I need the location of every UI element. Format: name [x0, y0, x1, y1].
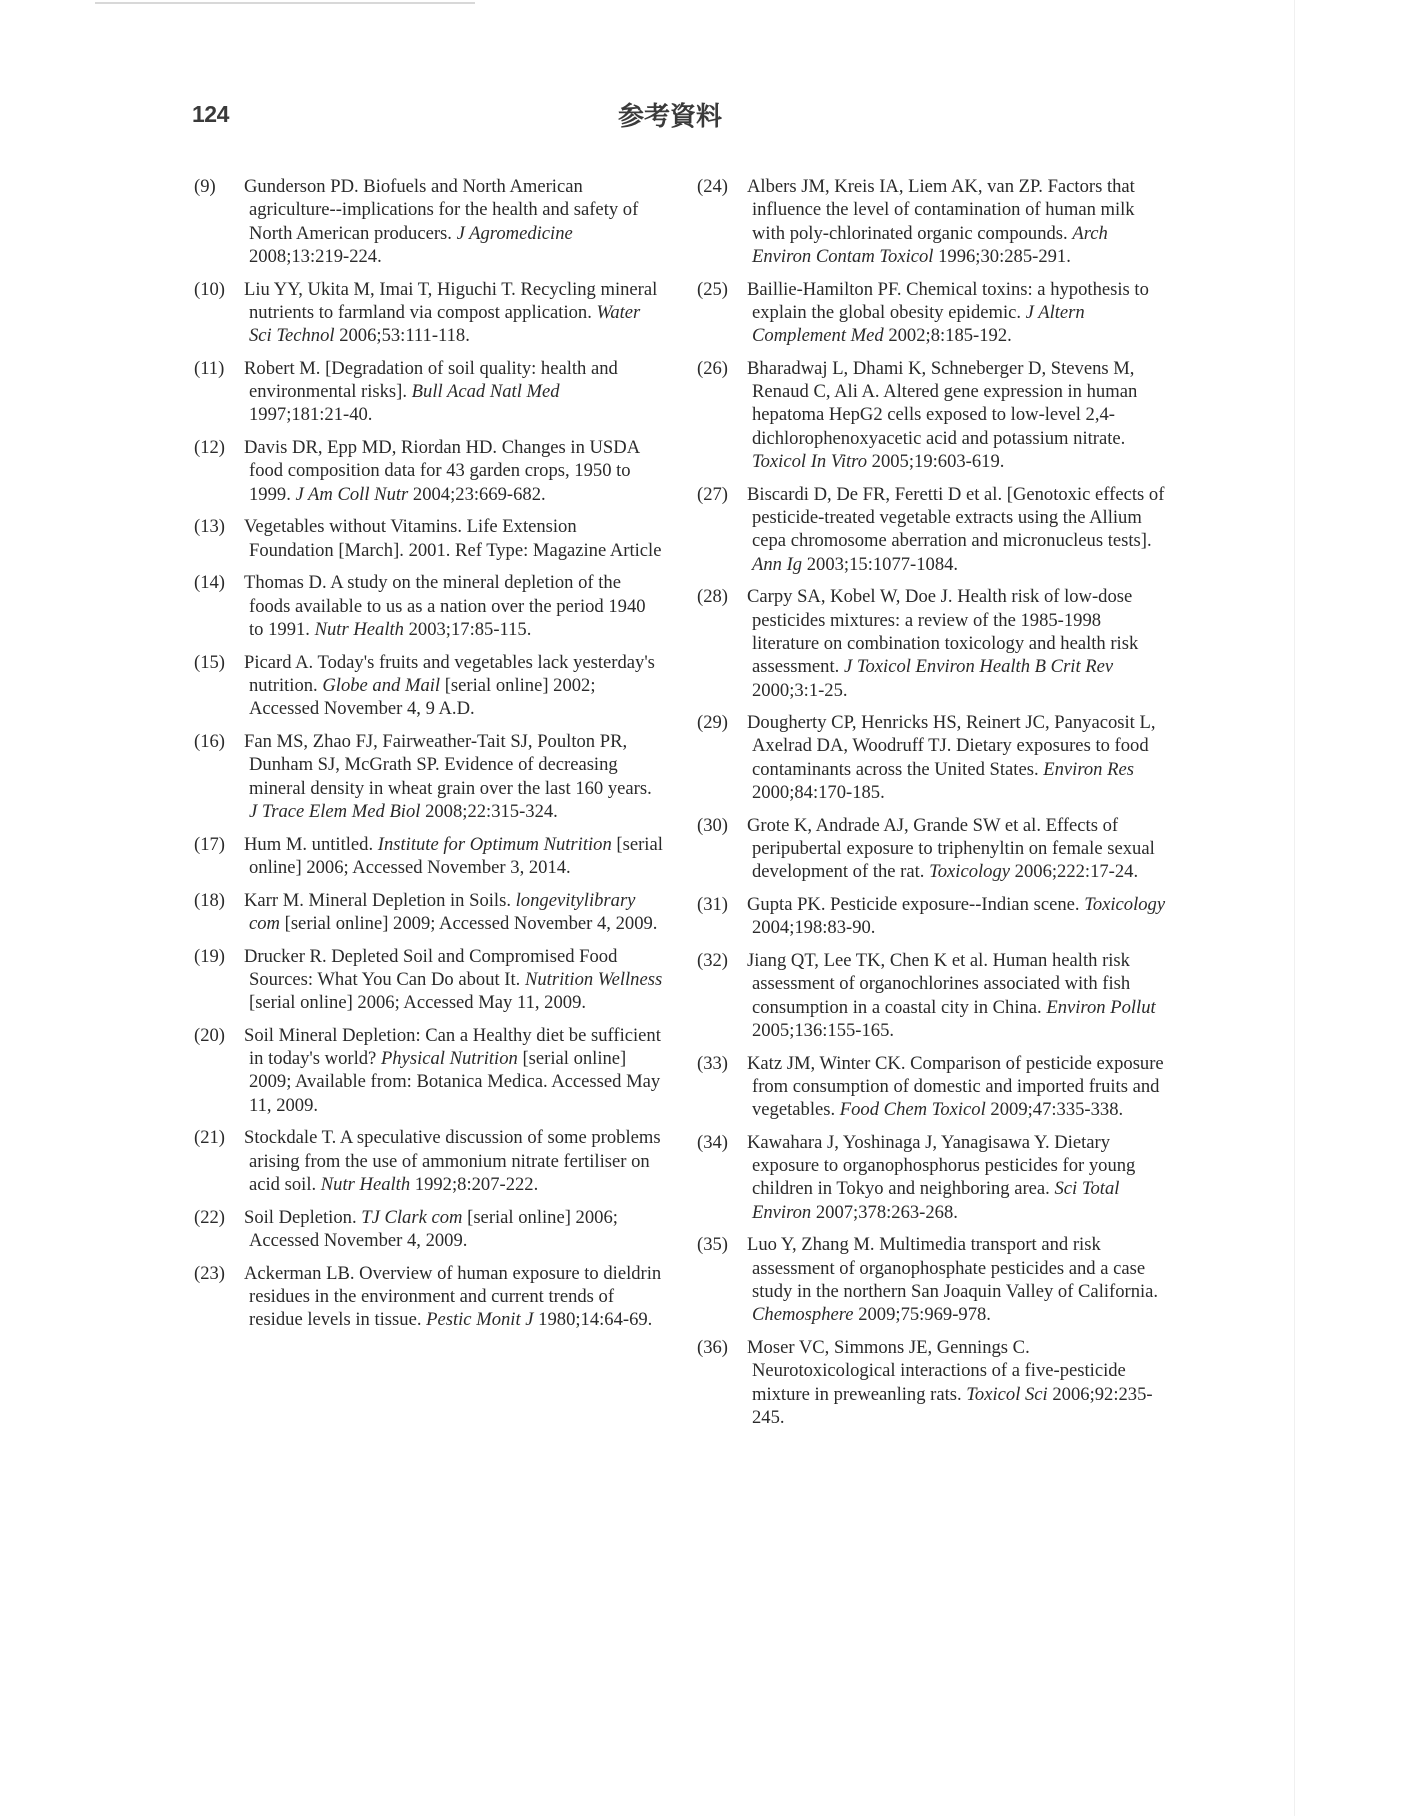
- reference-number: (13): [194, 516, 225, 538]
- reference-journal: Food Chem Toxicol: [839, 1099, 986, 1121]
- reference-number: (33): [697, 1052, 728, 1074]
- reference-citation: 1997;181:21-40.: [249, 404, 373, 426]
- reference-authors-title: Thomas D. A study on the mineral depletion of the foods available to us as a nation over the period 1940 to 1991.: [244, 572, 646, 640]
- reference-text: [244, 1126, 664, 1196]
- reference-number: (25): [697, 278, 728, 300]
- reference-item: [194, 357, 664, 427]
- reference-authors-title: Baillie-Hamilton PF. Chemical toxins: a hypothesis to explain the global obesity epidemic.: [747, 278, 1149, 323]
- reference-text: [747, 175, 1167, 268]
- reference-item: [697, 893, 1167, 940]
- reference-text: [244, 357, 664, 427]
- reference-number: (28): [697, 586, 728, 608]
- reference-authors-title: Moser VC, Simmons JE, Gennings C. Neurotoxicological interactions of a five-pesticide mixture in preweanling rats.: [747, 1337, 1126, 1405]
- reference-text: [244, 1262, 664, 1332]
- reference-number: (23): [194, 1262, 225, 1284]
- reference-number: (35): [697, 1234, 728, 1256]
- reference-authors-title: Karr M. Mineral Depletion in Soils.: [244, 889, 516, 911]
- reference-number: (31): [697, 894, 728, 916]
- reference-citation: 2000;3:1-25.: [752, 679, 848, 701]
- reference-journal: Sci Total Environ: [752, 1178, 1120, 1223]
- reference-journal: Nutr Health: [314, 619, 404, 640]
- reference-item: [194, 515, 664, 562]
- reference-journal: Nutr Health: [320, 1173, 411, 1195]
- reference-journal: Globe and Mail: [322, 674, 441, 696]
- reference-item: [697, 483, 1167, 576]
- reference-item: [697, 278, 1167, 348]
- reference-journal: Environ Pollut: [1046, 996, 1156, 1018]
- reference-item: [697, 357, 1167, 473]
- reference-authors-title: Luo Y, Zhang M. Multimedia transport and risk assessment of organophosphate pesticides and a case study in the northern San Joaquin Valley of California.: [747, 1234, 1159, 1303]
- reference-journal: TJ Clark com: [361, 1206, 463, 1228]
- reference-item: [194, 1126, 664, 1196]
- reference-text: [747, 1233, 1167, 1326]
- reference-number: (29): [697, 712, 728, 734]
- reference-citation: 2005;19:603-619.: [867, 451, 1005, 473]
- reference-citation: 2000;84:170-185.: [752, 782, 885, 804]
- reference-citation: 2009;75:969-978.: [853, 1304, 991, 1326]
- reference-authors-title: Gupta PK. Pesticide exposure--Indian scene.: [747, 894, 1085, 916]
- reference-number: (36): [697, 1337, 728, 1359]
- reference-authors-title: Dougherty CP, Henricks HS, Reinert JC, Panyacosit L, Axelrad DA, Woodruff TJ. Dietary exposures to food contaminants across the United States.: [747, 712, 1156, 780]
- reference-number: (19): [194, 945, 225, 967]
- reference-citation: 2004;198:83-90.: [752, 917, 876, 939]
- reference-number: (10): [194, 278, 225, 300]
- reference-item: [697, 814, 1167, 884]
- reference-journal: Pestic Monit J: [426, 1309, 534, 1331]
- reference-authors-title: Biscardi D, De FR, Feretti D et al. [Genotoxic effects of pesticide-treated vegetable extracts using the Allium cepa chromosome aberration and micronucleus tests].: [747, 483, 1165, 552]
- reference-text: [244, 651, 664, 721]
- reference-item: [194, 651, 664, 721]
- reference-item: [194, 889, 664, 936]
- reference-citation: [serial online] 2006; Accessed November 3, 2014.: [249, 833, 663, 878]
- reference-authors-title: Jiang QT, Lee TK, Chen K et al. Human health risk assessment of organochlorines associated with fish consumption in a coastal city in China.: [747, 950, 1131, 1018]
- reference-authors-title: Robert M. [Degradation of soil quality: health and environmental risks].: [244, 357, 618, 403]
- reference-number: (32): [697, 950, 728, 972]
- reference-authors-title: Picard A. Today's fruits and vegetables lack yesterday's nutrition.: [244, 651, 655, 696]
- reference-journal: Toxicol In Vitro: [752, 451, 868, 473]
- reference-citation: 1992;8:207-222.: [410, 1173, 539, 1195]
- reference-item: [194, 833, 664, 880]
- reference-text: [747, 1052, 1167, 1122]
- reference-number: (16): [194, 730, 225, 752]
- reference-item: [697, 1052, 1167, 1122]
- reference-authors-title: Fan MS, Zhao FJ, Fairweather-Tait SJ, Poulton PR, Dunham SJ, McGrath SP. Evidence of decreasing mineral density in wheat grain over the last 160 years.: [244, 730, 652, 799]
- reference-column-right: [697, 175, 1167, 1439]
- reference-journal: Toxicology: [1084, 894, 1166, 916]
- reference-item: [194, 175, 664, 268]
- reference-citation: 1980;14:64-69.: [533, 1309, 653, 1331]
- reference-number: (11): [194, 357, 225, 379]
- reference-authors-title: Davis DR, Epp MD, Riordan HD. Changes in USDA food composition data for 43 garden crops, 1950 to 1999.: [244, 437, 640, 505]
- reference-citation: 2003;17:85-115.: [403, 619, 532, 640]
- reference-citation: 1996;30:285-291.: [933, 245, 1071, 267]
- reference-journal: Environ Res: [1043, 758, 1134, 780]
- reference-item: [194, 1262, 664, 1332]
- reference-text: [747, 585, 1167, 701]
- reference-text: [244, 833, 664, 880]
- reference-number: (21): [194, 1127, 225, 1149]
- reference-text: [747, 278, 1167, 348]
- reference-text: [244, 730, 664, 823]
- reference-journal: Water Sci Technol: [249, 301, 641, 347]
- reference-text: [747, 357, 1167, 473]
- reference-text: [244, 1024, 664, 1117]
- reference-journal: J Altern Complement Med: [752, 301, 1085, 347]
- reference-text: [747, 711, 1167, 804]
- reference-number: (30): [697, 814, 728, 836]
- reference-authors-title: Hum M. untitled.: [244, 833, 378, 855]
- reference-journal: Chemosphere: [752, 1304, 854, 1326]
- reference-citation: 2006;92:235-245.: [752, 1383, 1153, 1428]
- reference-number: (12): [194, 437, 225, 459]
- reference-authors-title: Grote K, Andrade AJ, Grande SW et al. Effects of peripubertal exposure to triphenyltin on female sexual development of the rat.: [747, 814, 1155, 883]
- reference-authors-title: Albers JM, Kreis IA, Liem AK, van ZP. Factors that influence the level of contamination of human milk with poly-chlorinated organic compounds.: [747, 176, 1135, 244]
- reference-text: [244, 889, 664, 936]
- page-number: 124: [192, 101, 229, 127]
- reference-text: [244, 571, 664, 641]
- reference-item: [697, 1233, 1167, 1326]
- reference-text: [747, 893, 1167, 940]
- reference-number: (14): [194, 572, 225, 594]
- reference-authors-title: Ackerman LB. Overview of human exposure to dieldrin residues in the environment and current trends of residue levels in tissue.: [244, 1262, 662, 1331]
- reference-authors-title: Stockdale T. A speculative discussion of some problems arising from the use of ammonium nitrate fertiliser on acid soil.: [244, 1127, 661, 1195]
- reference-text: [747, 1336, 1167, 1429]
- reference-journal: longevitylibrary com: [249, 889, 636, 934]
- reference-citation: 2006;222:17-24.: [1010, 861, 1139, 883]
- reference-number: (17): [194, 833, 225, 855]
- reference-authors-title: Liu YY, Ukita M, Imai T, Higuchi T. Recycling mineral nutrients to farmland via compost application.: [244, 278, 658, 323]
- reference-authors-title: Drucker R. Depleted Soil and Compromised Food Sources: What You Can Do about It.: [244, 945, 618, 990]
- reference-authors-title: Bharadwaj L, Dhami K, Schneberger D, Stevens M, Renaud C, Ali A. Altered gene expression in human hepatoma HepG2 cells exposed to low-level 2,4-dichlorophenoxyacetic acid and potassium nitrate.: [747, 357, 1138, 449]
- reference-citation: [serial online] 2009; Accessed November 4, 2009.: [279, 912, 658, 934]
- reference-citation: 2002;8:185-192.: [883, 325, 1012, 347]
- reference-citation: [serial online] 2006; Accessed November 4, 2009.: [249, 1206, 618, 1251]
- reference-authors-title: Soil Mineral Depletion: Can a Healthy diet be sufficient in today's world?: [244, 1024, 661, 1070]
- reference-item: [697, 1131, 1167, 1224]
- reference-text: [747, 1131, 1167, 1224]
- reference-citation: [serial online] 2009; Available from: Botanica Medica. Accessed May 11, 2009.: [249, 1048, 661, 1116]
- reference-text: [747, 814, 1167, 884]
- reference-journal: Arch Environ Contam Toxicol: [752, 222, 1108, 267]
- reference-text: [244, 945, 664, 1015]
- reference-column-left: [194, 175, 664, 1341]
- reference-number: (9): [194, 176, 216, 197]
- reference-item: [697, 585, 1167, 701]
- reference-item: [194, 571, 664, 641]
- reference-item: [194, 278, 664, 348]
- scan-artifact-edge: [1294, 0, 1295, 1816]
- page-title: 参考資料: [617, 102, 722, 132]
- reference-journal: Bull Acad Natl Med: [411, 381, 560, 403]
- reference-journal: J Toxicol Environ Health B Crit Rev: [843, 656, 1114, 678]
- reference-item: [194, 436, 664, 506]
- reference-citation: 2008;22:315-324.: [420, 800, 558, 822]
- reference-citation: 2006;53:111-118.: [334, 325, 470, 347]
- reference-text: [747, 483, 1167, 576]
- reference-number: (22): [194, 1206, 225, 1228]
- reference-authors-title: Carpy SA, Kobel W, Doe J. Health risk of low-dose pesticides mixtures: a review of the 1985-1998 literature on combination toxicology and health risk assessment.: [747, 586, 1139, 678]
- reference-authors-title: Kawahara J, Yoshinaga J, Yanagisawa Y. Dietary exposure to organophosphorus pesticides for young children in Tokyo and neighboring area.: [747, 1131, 1136, 1200]
- reference-citation: 2007;378:263-268.: [811, 1201, 958, 1223]
- reference-number: (20): [194, 1024, 225, 1046]
- reference-text: [244, 1206, 664, 1253]
- reference-authors-title: Vegetables without Vitamins. Life Extension Foundation [March]. 2001. Ref Type: Magazine Article: [244, 516, 662, 561]
- scan-artifact-line: [95, 2, 475, 4]
- reference-item: [697, 711, 1167, 804]
- reference-citation: 2004;23:669-682.: [408, 483, 546, 505]
- reference-authors-title: Katz JM, Winter CK. Comparison of pesticide exposure from consumption of domestic and imported fruits and vegetables.: [747, 1052, 1164, 1121]
- reference-journal: J Am Coll Nutr: [295, 483, 409, 505]
- reference-citation: [serial online] 2002; Accessed November 4, 9 A.D.: [249, 674, 596, 720]
- reference-item: [697, 949, 1167, 1042]
- reference-number: (34): [697, 1131, 728, 1153]
- reference-journal: Toxicol Sci: [966, 1383, 1048, 1405]
- reference-item: [194, 1024, 664, 1117]
- reference-journal: Toxicology: [929, 861, 1011, 883]
- reference-number: (26): [697, 357, 728, 379]
- reference-citation: 2009;47:335-338.: [985, 1099, 1124, 1121]
- reference-item: [697, 1336, 1167, 1429]
- reference-item: [697, 175, 1167, 268]
- reference-authors-title: Soil Depletion.: [244, 1206, 362, 1228]
- reference-authors-title: Gunderson PD. Biofuels and North American agriculture--implications for the health and safety of North American producers.: [244, 176, 639, 244]
- reference-citation: 2005;136:155-165.: [752, 1019, 895, 1041]
- reference-item: [194, 730, 664, 823]
- reference-journal: Ann Ig: [752, 553, 803, 575]
- reference-text: [747, 949, 1167, 1042]
- reference-citation: 2003;15:1077-1084.: [802, 553, 959, 575]
- reference-citation: [serial online] 2006; Accessed May 11, 2009.: [249, 992, 587, 1014]
- reference-number: (27): [697, 483, 728, 505]
- reference-text: [244, 515, 664, 562]
- reference-number: (24): [697, 176, 728, 197]
- reference-item: [194, 1206, 664, 1253]
- reference-citation: 2008;13:219-224.: [249, 245, 382, 267]
- reference-text: [244, 436, 664, 506]
- reference-journal: Nutrition Wellness: [524, 968, 663, 990]
- reference-number: (15): [194, 651, 225, 673]
- reference-journal: Institute for Optimum Nutrition: [377, 833, 612, 855]
- reference-number: (18): [194, 889, 225, 911]
- reference-text: [244, 278, 664, 348]
- reference-item: [194, 945, 664, 1015]
- reference-journal: J Trace Elem Med Biol: [249, 800, 421, 822]
- reference-text: [244, 175, 664, 268]
- reference-journal: J Agromedicine: [456, 222, 573, 244]
- reference-journal: Physical Nutrition: [380, 1048, 518, 1070]
